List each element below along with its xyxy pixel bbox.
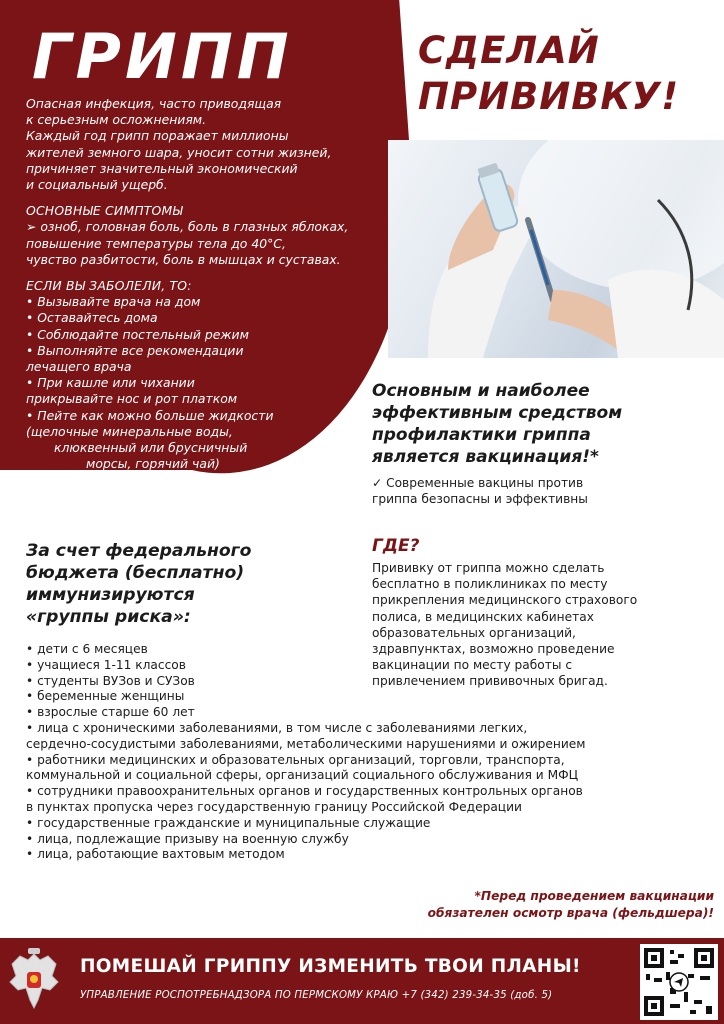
list-item: • работники медицинских и образовательных организаций, торговли, транспорта, — [26, 752, 565, 767]
footer-band — [0, 938, 724, 1024]
doctor-exam-footnote — [374, 888, 714, 922]
claim-line: профилактики гриппа — [372, 425, 591, 445]
where-line: бесплатно в поликлиниках по месту — [372, 577, 608, 592]
where-line: Прививку от гриппа можно сделать — [372, 561, 605, 575]
list-item: • учащиеся 1-11 классов — [26, 657, 186, 672]
flu-title: ГРИПП — [32, 20, 293, 93]
if-ill-heading: ЕСЛИ ВЫ ЗАБОЛЕЛИ, ТО: — [26, 278, 192, 294]
list-item: • сотрудники правоохранительных органов и государственных контрольных органов — [26, 784, 583, 799]
syringe-vial-illustration — [388, 140, 724, 358]
intro-line: Каждый год грипп поражает миллионы — [26, 128, 289, 144]
symptoms-line: ➢ озноб, головная боль, боль в глазных яблоках, — [26, 219, 349, 235]
footer-slogan: ПОМЕШАЙ ГРИППУ ИЗМЕНИТЬ ТВОИ ПЛАНЫ! — [80, 956, 581, 977]
if-ill-item: • Выполняйте все рекомендации — [26, 342, 244, 358]
where-line: здравпунктах, возможно проведение — [372, 642, 615, 657]
claim-sub-line: гриппа безопасны и эффективны — [372, 492, 588, 506]
intro-line: к серьезным осложнениям. — [26, 112, 207, 128]
risk-heading-line: бюджета (бесплатно) — [26, 563, 245, 583]
risk-heading-line: «группы риска»: — [26, 607, 191, 627]
vaccine-safety-note — [372, 475, 702, 507]
if-ill-item: морсы, горячий чай) — [86, 456, 220, 472]
risk-heading-line: За счет федерального — [26, 541, 252, 561]
if-ill-item: лечащего врача — [26, 359, 132, 375]
intro-line: Опасная инфекция, часто приводящая — [26, 96, 282, 111]
headline-line: СДЕЛАЙ — [418, 29, 600, 72]
qr-code-icon[interactable] — [640, 944, 718, 1020]
intro-line: жителей земного шара, уносит сотни жизней, — [26, 144, 332, 160]
symptoms-heading: ОСНОВНЫЕ СИМПТОМЫ — [26, 203, 183, 219]
footnote-line: обязателен осмотр врача (фельдшера)! — [427, 906, 714, 920]
if-ill-item: клюквенный или брусничный — [54, 440, 248, 456]
risk-groups-list — [26, 642, 716, 863]
if-ill-item: • Оставайтесь дома — [26, 310, 158, 326]
where-line: привлечением прививочных бригад. — [372, 674, 608, 689]
if-ill-item: • Соблюдайте постельный режим — [26, 326, 249, 342]
list-item: • лица, подлежащие призыву на военную службу — [26, 831, 349, 846]
list-item: • взрослые старше 60 лет — [26, 705, 195, 720]
where-line: вакцинации по месту работы с — [372, 658, 573, 673]
claim-line: эффективным средством — [372, 403, 623, 423]
if-ill-item: • Пейте как можно больше жидкости — [26, 407, 274, 423]
list-item: • государственные гражданские и муниципальные служащие — [26, 815, 431, 830]
where-line: прикрепления медицинского страхового — [372, 593, 638, 608]
symptoms-line: повышение температуры тела до 40°С, — [26, 235, 286, 251]
list-item: • студенты ВУЗов и СУЗов — [26, 673, 195, 688]
list-item: • лица с хроническими заболеваниями, в том числе с заболеваниями легких, — [26, 720, 528, 735]
list-item: коммунальной и социальной сферы, организаций социального обслуживания и МФЦ — [26, 768, 579, 783]
headline-line: ПРИВИВКУ! — [418, 75, 680, 118]
vaccinate-headline — [418, 28, 718, 120]
if-ill-item: (щелочные минеральные воды, — [26, 423, 233, 439]
if-ill-item: • Вызывайте врача на дом — [26, 294, 201, 310]
double-headed-eagle-emblem-icon — [6, 946, 62, 1016]
symptoms-line: чувство разбитости, боль в мышцах и суставах. — [26, 251, 341, 267]
list-item: в пунктах пропуска через государственную границу Российской Федерации — [26, 799, 522, 814]
where-line: полиса, в медицинских кабинетах — [372, 609, 594, 624]
vaccine-photo — [388, 140, 724, 358]
list-item: • лица, работающие вахтовым методом — [26, 847, 285, 862]
footnote-line: *Перед проведением вакцинации — [474, 889, 714, 903]
risk-groups-heading — [26, 540, 356, 628]
if-ill-item: прикрывайте нос и рот платком — [26, 391, 238, 407]
where-line: образовательных организаций, — [372, 625, 576, 640]
claim-sub-line: ✓ Современные вакцины против — [372, 476, 584, 490]
vaccination-claim — [372, 380, 712, 468]
footer-contact: УПРАВЛЕНИЕ РОСПОТРЕБНАДЗОРА ПО ПЕРМСКОМУ КРАЮ +7 (342) 239-34-35 (доб. 5) — [80, 990, 553, 1001]
if-ill-item: • При кашле или чихании — [26, 375, 195, 391]
list-item: • беременные женщины — [26, 689, 185, 704]
claim-line: Основным и наиболее — [372, 381, 590, 401]
intro-line: и социальный ущерб. — [26, 177, 168, 193]
intro-line: причиняет значительный экономический — [26, 160, 298, 176]
claim-line: является вакцинация!* — [372, 447, 599, 467]
list-item: • дети с 6 месяцев — [26, 642, 148, 656]
where-heading: ГДЕ? — [372, 536, 420, 556]
risk-heading-line: иммунизируются — [26, 585, 195, 605]
flu-info-block — [26, 96, 386, 472]
list-item: сердечно-сосудистыми заболеваниями, метаболическими нарушениями и ожирением — [26, 736, 586, 751]
